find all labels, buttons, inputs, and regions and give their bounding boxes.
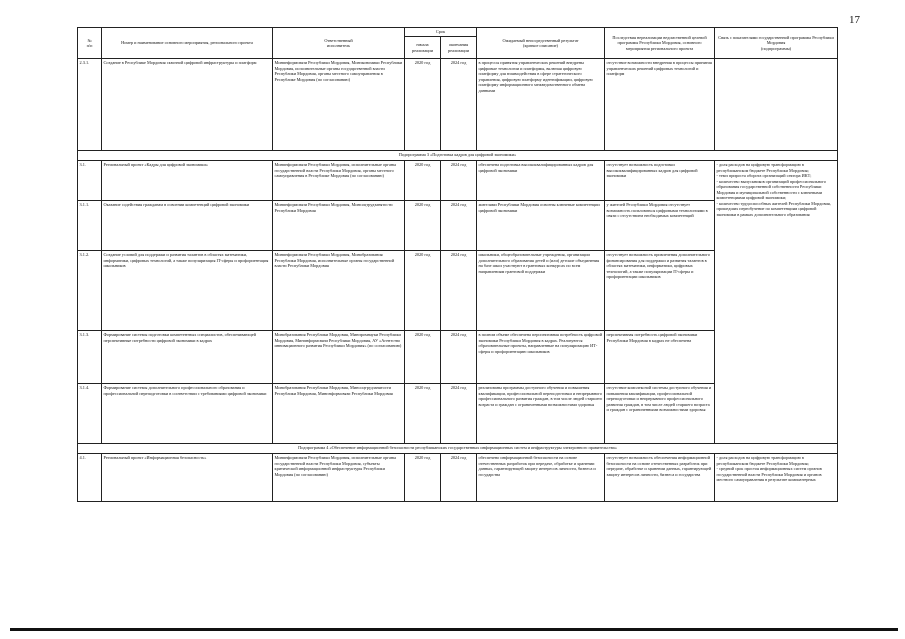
- row-link: - доля расходов на цифровую трансформацию в республиканском бюджете Республики Мордовия; - темп прироста оборота организаций сектора ИКТ; - количество выпускников организаций профессионального образования государственной собственности Республики Мордовия и муниципальной собственности с ключевыми компетенциями цифровой экономики; - количество трудоспособных жителей Республики Мордовия, прошедших переобучение по компетенциям цифровой экономики в рамках дополнительного образования: [715, 161, 838, 444]
- table-row: [78, 161, 838, 201]
- header-term: Срок: [405, 28, 477, 37]
- row-end: 2024 год: [441, 59, 477, 151]
- row-consequences: отсутствует возможность подготовки высококвалифицированных кадров для цифровой экономики: [605, 161, 715, 201]
- page-number: 17: [849, 14, 860, 26]
- row-name: Региональный проект «Кадры для цифровой экономики»: [102, 161, 273, 201]
- table-row: [78, 454, 838, 502]
- row-result: школьники, общеобразовательные учреждения, организации дополнительного образования детей и (или) детские объединения на базе школ участвуют в грантовых конкурсах по всем направлениям грантовой поддержки: [477, 251, 605, 331]
- row-executor: Минпнформсвязи Республики Мордовия, исполнительные органы государственной власти Республики Мордовия, органы местного самоуправления в Республике Мордовия (по согласованию): [273, 161, 405, 201]
- row-result: обеспечена подготовка высококвалифицированных кадров для цифровой экономики: [477, 161, 605, 201]
- row-start: 2020 год: [405, 331, 441, 384]
- row-consequences: отсутствие комплексной системы доступного обучения и повышения квалификации, профессиональной переподготовки и непрерывного профессионального развития граждан, в том числе людей старшего возраста и граждан с ограниченными возможностями здоровья: [605, 384, 715, 444]
- row-end: 2024 год: [441, 331, 477, 384]
- section-row: [78, 444, 838, 454]
- row-num: 3.1.2.: [78, 251, 102, 331]
- row-consequences: отсутствует возможность привлечения дополнительного финансирования для поддержки и развития талантов в областях математики, информатики, цифровых технологий, а также популяризации IT-сферы и профориентации школьников: [605, 251, 715, 331]
- row-name: Формирование системы подготовки компетентных специалистов, обеспечивающей перспективные потребности цифровой экономики в кадрах: [102, 331, 273, 384]
- row-end: 2024 год: [441, 454, 477, 502]
- row-executor: Минобразования Республики Мордовия, Минсоцтрудзанятости Республики Мордовия, Минпнформсвязи Республики Мордовия: [273, 384, 405, 444]
- row-link: - доля расходов на цифровую трансформацию в республиканском бюджете Республики Мордовия; - средний срок простоя информационных систем органов государственной власти Республики Мордовия и органов местного самоуправления в результате компьютерных: [715, 454, 838, 502]
- row-num: 3.1.4.: [78, 384, 102, 444]
- row-name: Формирование системы дополнительного профессионального образования и профессиональной переподготовки в соответствии с требованиями цифровой экономики: [102, 384, 273, 444]
- section-title: Подпрограмма 3 «Подготовка кадров для цифровой экономики»: [78, 151, 838, 161]
- header-end: окончания реализации: [441, 37, 477, 59]
- row-result: обеспечено информационной безопасности на основе отечественных разработок при передаче, обработке и хранении данных, гарантирующей защиту интересов личности, бизнеса и государства: [477, 454, 605, 502]
- row-num: 3.1.3.: [78, 331, 102, 384]
- row-executor: Минпнформсвязи Республики Мордовия, Минэкономики Республики Мордовия, исполнительные органы государственной власти Республики Мордовия, органы местного самоуправления в Республике Мордовия (по согласованию): [273, 59, 405, 151]
- row-start: 2020 год: [405, 201, 441, 251]
- row-name: Создание условий для поддержки и развития талантов в областях математики, информатики, цифровых технологий, а также популяризация IT-сферы и профориентация школьников: [102, 251, 273, 331]
- row-executor: Минобразования Республики Мордовия, Минпромнауки Республики Мордовия, Минпнформсвязи Республики Мордовия, АУ «Агентство инновационного развития Республики Мордовия» (по согласованию): [273, 331, 405, 384]
- header-start: начала реализации: [405, 37, 441, 59]
- row-consequences: у жителей Республики Мордовия отсутствует возможность пользоваться цифровыми технологиями в связи с отсутствием необходимых компетенций: [605, 201, 715, 251]
- row-end: 2024 год: [441, 384, 477, 444]
- row-num: 2.3.1.: [78, 59, 102, 151]
- row-result: жителями Республики Мордовия освоены ключевые компетенции цифровой экономики: [477, 201, 605, 251]
- section-row: [78, 151, 838, 161]
- header-name: Номер и наименование основного мероприятия, регионального проекта: [102, 28, 273, 59]
- row-name: Оказание содействия гражданам в освоении компетенций цифровой экономики: [102, 201, 273, 251]
- row-result: в процессы принятия управленческих решений внедрены цифровые технологии и платформы, включая цифровую платформу для взаимодействия в сфере стратегического управления, цифровую платформу идентификации, цифровую платформу информационного межведомственного обмена данными: [477, 59, 605, 151]
- row-end: 2024 год: [441, 251, 477, 331]
- table-row: [78, 59, 838, 151]
- header-consequences: Последствия нереализации ведомственной целевой программы Республики Мордовия, основного мероприятия регионального проекта: [605, 28, 715, 59]
- row-start: 2020 год: [405, 251, 441, 331]
- header-result: Ожидаемый непосредственный результат (краткое описание): [477, 28, 605, 59]
- row-result: реализованы программы доступного обучения и повышения квалификации, профессиональной переподготовки и непрерывного профессионального развития граждан, в том числе людей старшего возраста и граждан с ограниченными возможностями здоровья: [477, 384, 605, 444]
- row-name: Региональный проект «Информационная безопасность»: [102, 454, 273, 502]
- row-num: 3.1.: [78, 161, 102, 201]
- scan-edge-bar: [10, 628, 898, 631]
- section-title: Подпрограмма 4 «Обеспечение информационной безопасности республиканских государственных информационных систем и инфраструктуры электронного правительства»: [78, 444, 838, 454]
- row-consequences: перспективная потребность цифровой экономики Республики Мордовия в кадрах не обеспечена: [605, 331, 715, 384]
- row-link: [715, 59, 838, 151]
- row-executor: Минпнформсвязи Республики Мордовия, Минобразования Республики Мордовия, исполнительные органы государственной власти Республики Мордовия: [273, 251, 405, 331]
- row-end: 2024 год: [441, 161, 477, 201]
- row-start: 2020 год: [405, 161, 441, 201]
- row-start: 2020 год: [405, 59, 441, 151]
- row-executor: Минпнформсвязи Республики Мордовия, Минсоцтрудзанятости Республики Мордовия: [273, 201, 405, 251]
- header-num: № п/п: [78, 28, 102, 59]
- header-link: Связь с показателями государственной программы Республики Мордовия (подпрограммы): [715, 28, 838, 59]
- header-executor: Ответственный исполнитель: [273, 28, 405, 59]
- row-result: в полном объеме обеспечена перспективная потребность цифровой экономики Республики Мордовия в кадрах. Реализуются образовательные проекты, направленные на популяризацию ИТ-сферы и профориентацию школьников: [477, 331, 605, 384]
- row-name: Создание в Республике Мордовия сквозной цифровой инфраструктуры и платформ: [102, 59, 273, 151]
- row-start: 2020 год: [405, 384, 441, 444]
- row-executor: Минпнформсвязи Республики Мордовия, исполнительные органы государственной власти Республики Мордовия, субъекты критической информационной инфраструктуры Республики Мордовия (по согласованию): [273, 454, 405, 502]
- row-consequences: отсутствие возможности внедрения в процессы принятия управленческих решений цифровых технологий и платформ: [605, 59, 715, 151]
- row-start: 2020 год: [405, 454, 441, 502]
- row-consequences: отсутствует возможность обеспечения информационной безопасности на основе отечественных разработок при передаче, обработке и хранении данных, гарантирующей защиту интересов личности, бизнеса и государства: [605, 454, 715, 502]
- row-num: 3.1.1.: [78, 201, 102, 251]
- row-end: 2024 год: [441, 201, 477, 251]
- program-table: [77, 27, 838, 502]
- row-num: 4.1.: [78, 454, 102, 502]
